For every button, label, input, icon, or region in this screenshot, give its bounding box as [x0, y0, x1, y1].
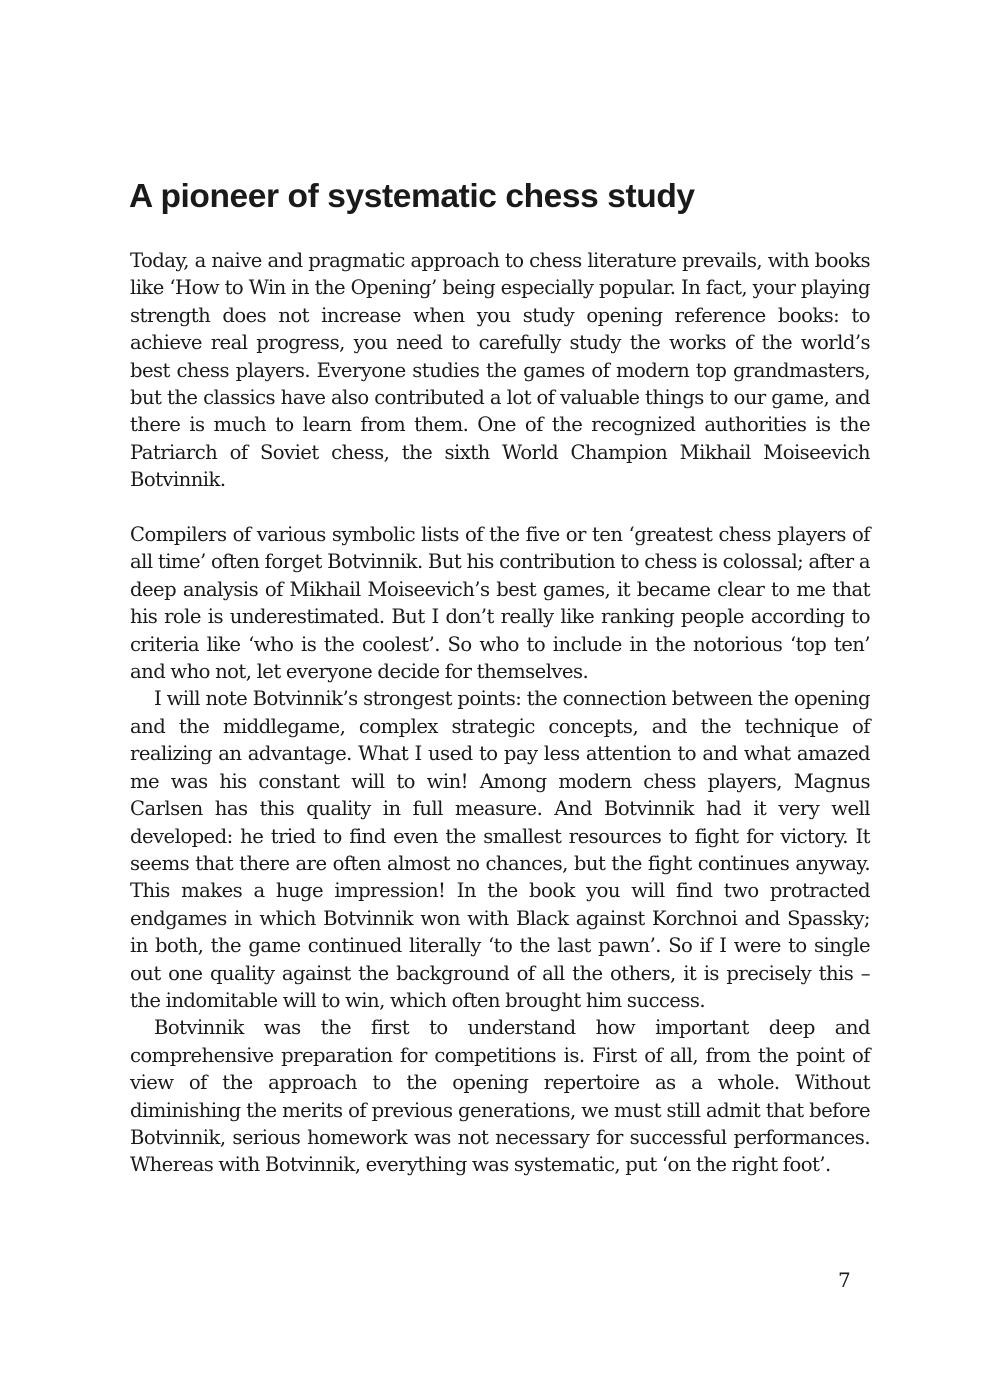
paragraph-4: Botvinnik was the first to understand how important deep and comprehensive preparation for competitions is. First of all, from the point of view of the approach to the opening repertoire as a whole. Without diminishing the merits of previous generations, we must still admit that before Botvinnik, serious homework was not necessary for successful performances. Whereas with Botvinnik, everything was systematic, put ‘on the right foot’.: [130, 1016, 870, 1177]
page-number: 7: [838, 1268, 851, 1292]
paragraph-2: Compilers of various symbolic lists of the five or ten ‘greatest chess players of all time’ often forget Botvinnik. But his contribution to chess is colossal; after a deep analysis of Mikhail Moiseevich’s best games, it became clear to me that his role is underestimated. But I don’t really like ranking people according to criteria like ‘who is the coolest’. So who to include in the notorious ‘top ten’ and who not, let everyone decide for themselves.: [130, 523, 870, 684]
body-text: [130, 247, 870, 1179]
paragraph-3: I will note Botvinnik’s strongest points: the connection between the opening and the middlegame, complex strategic concepts, and the technique of realizing an advantage. What I used to pay less attention to and what amazed me was his constant will to win! Among modern chess players, Magnus Carlsen has this quality in full measure. And Botvinnik had it very well developed: he tried to find even the smallest resources to fight for victory. It seems that there are often almost no chances, but the fight continues anyway. This makes a huge impression! In the book you will find two protracted endgames in which Botvinnik won with Black against Korchnoi and Spassky; in both, the game continued literally ‘to the last pawn’. So if I were to single out one quality against the background of all the others, it is precisely this – the indomitable will to win, which often brought him success.: [130, 687, 870, 1012]
paragraph-1: Today, a naive and pragmatic approach to chess literature prevails, with books like ‘How to Win in the Opening’ being especially popular. In fact, your playing strength does not increase when you study opening reference books: to achieve real progress, you need to carefully study the works of the world’s best chess players. Everyone studies the games of modern top grandmasters, but the classics have also contributed a lot of valuable things to our game, and there is much to learn from them. One of the recognized authorities is the Patriarch of Soviet chess, the sixth World Champion Mikhail Moiseevich Botvinnik.: [130, 249, 870, 492]
paragraph-gap: [130, 494, 870, 521]
chapter-heading: A pioneer of systematic chess study: [129, 178, 695, 215]
